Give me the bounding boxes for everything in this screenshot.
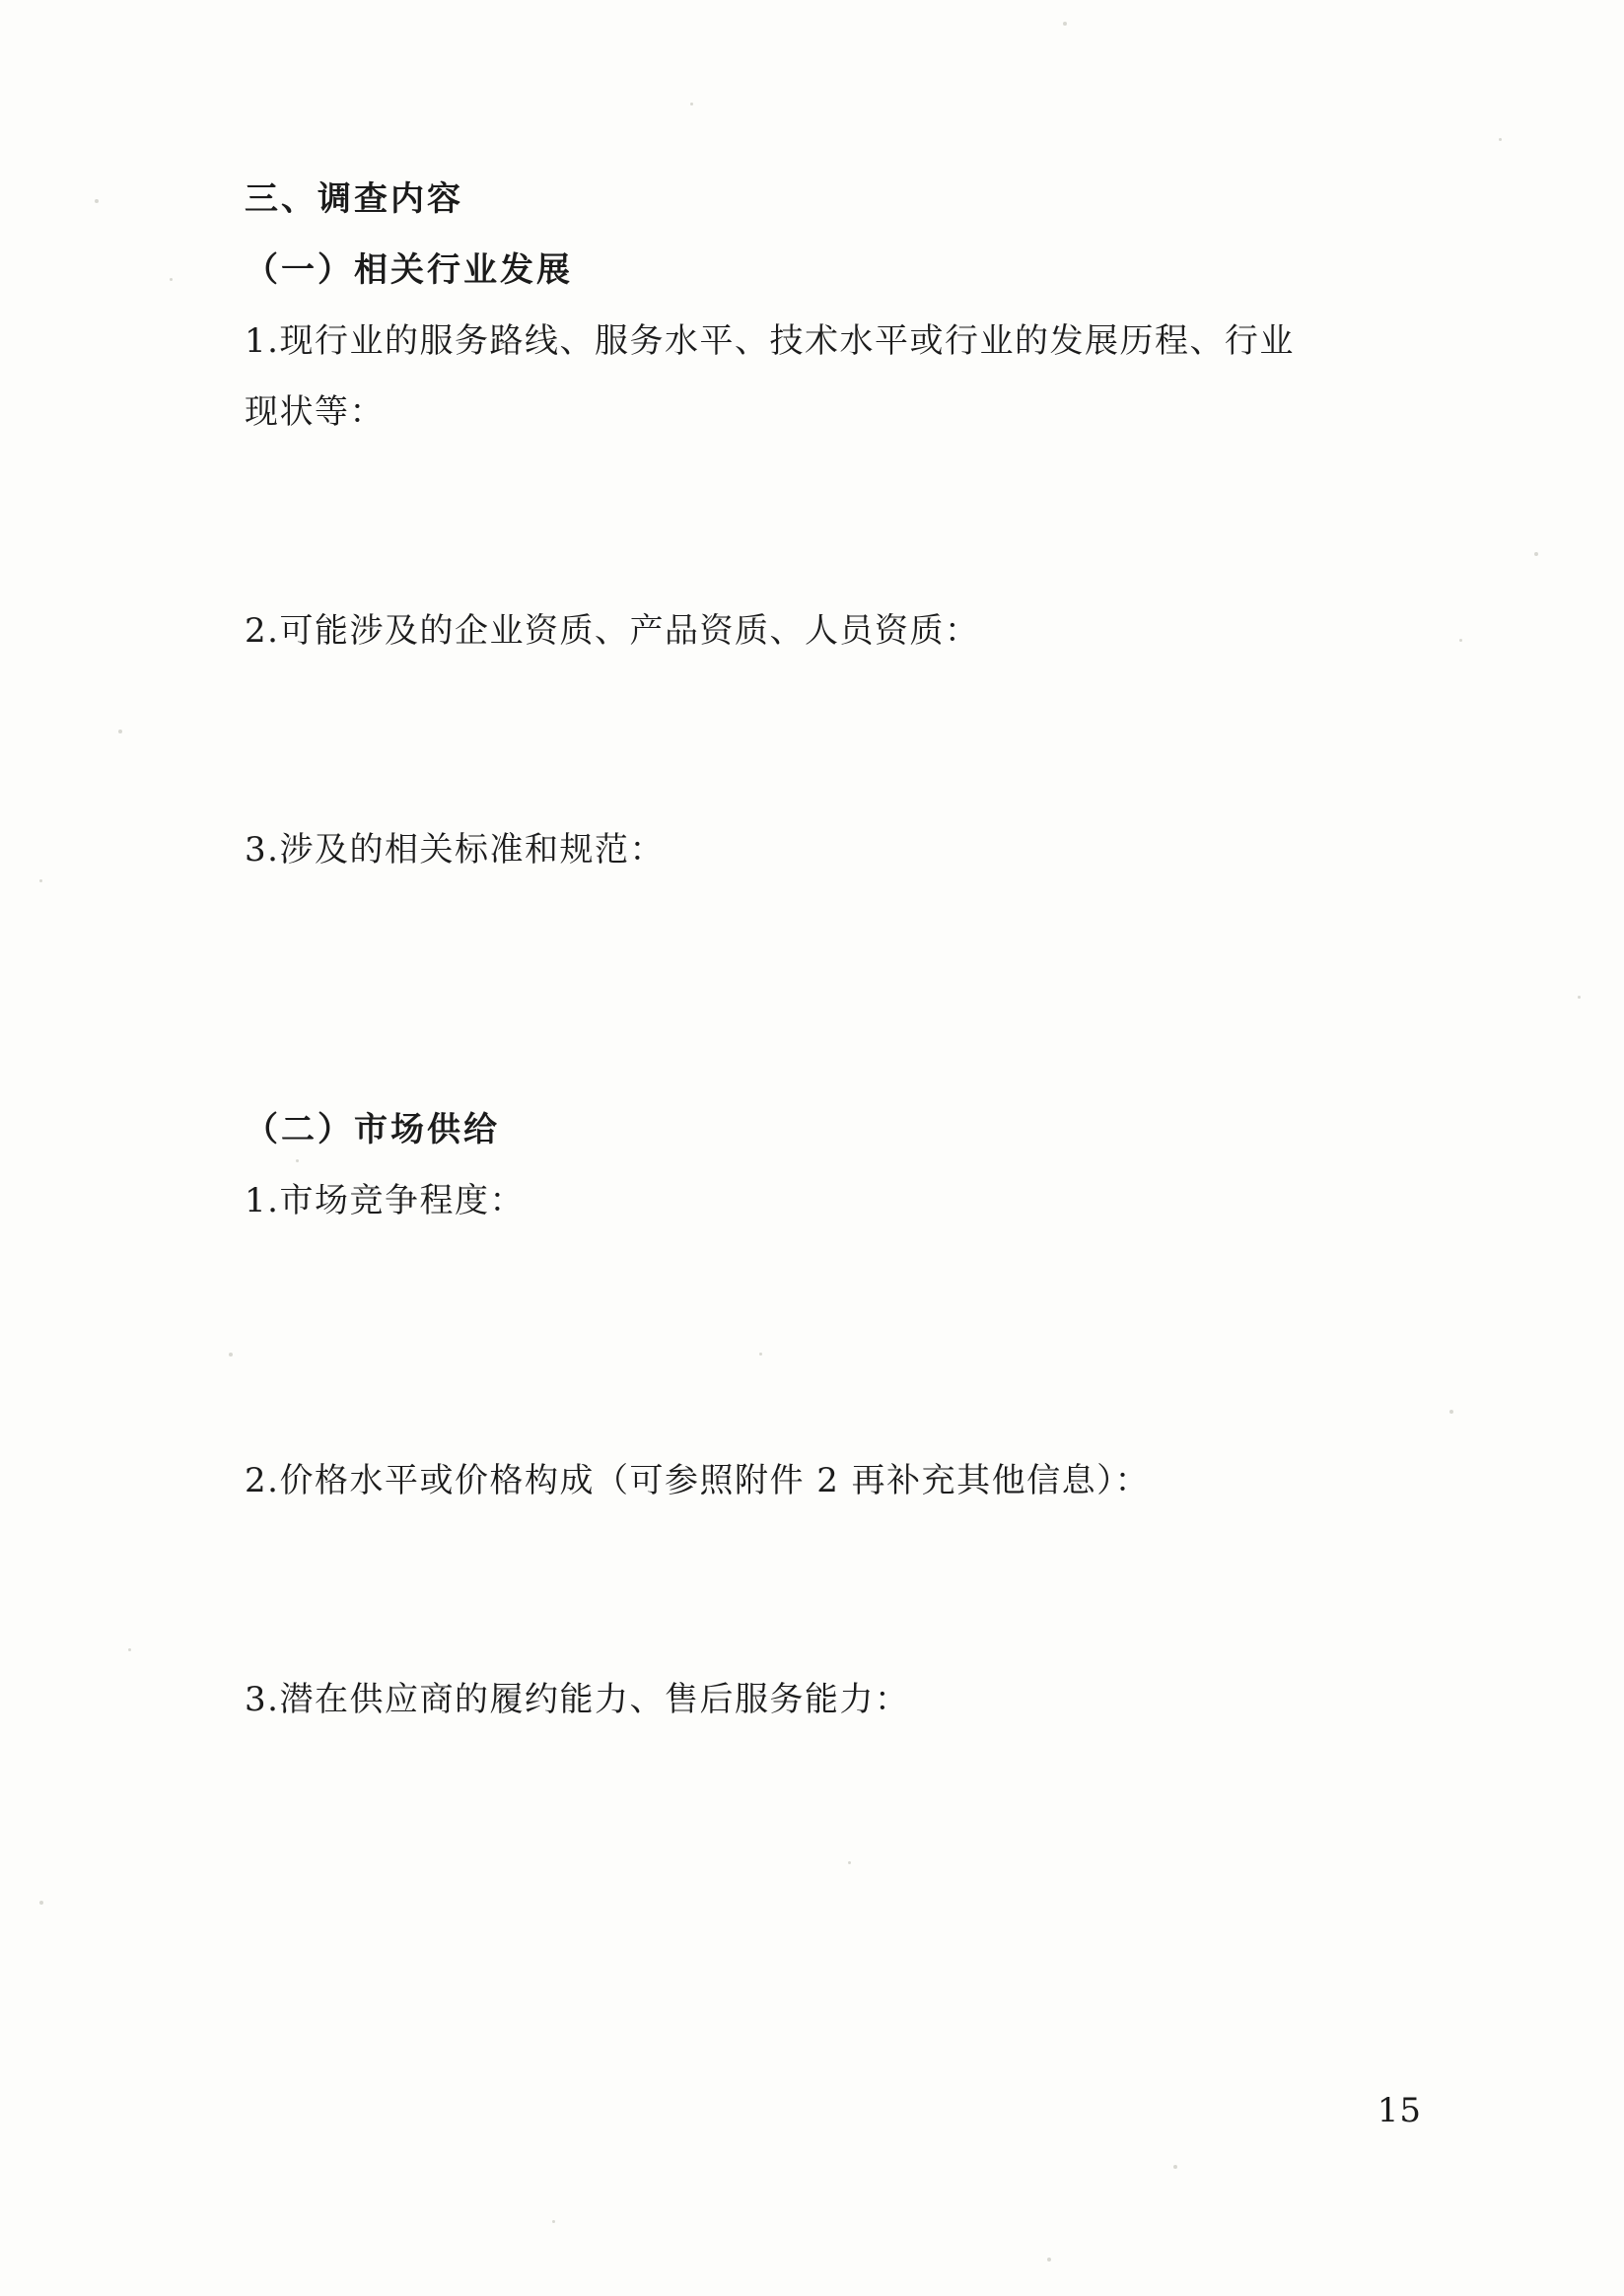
scan-speck — [1499, 138, 1502, 141]
section-heading-survey-content: 三、调查内容 — [245, 179, 463, 219]
spacer — [245, 358, 1408, 395]
scan-speck — [118, 730, 122, 733]
scan-speck — [1047, 2258, 1051, 2261]
spacer — [245, 216, 1408, 253]
question-item-1-2: 2.可能涉及的企业资质、产品资质、人员资质： — [245, 611, 980, 651]
scan-speck — [1578, 996, 1581, 999]
answer-space-1-3 — [245, 867, 1408, 1113]
document-body — [245, 179, 1408, 1719]
subsection-heading-industry-development: （一）相关行业发展 — [245, 250, 573, 290]
scan-speck — [848, 1861, 851, 1864]
answer-space-2-1 — [245, 1218, 1408, 1464]
scan-speck — [1534, 552, 1538, 556]
scan-speck — [229, 1353, 233, 1357]
answer-space-1-1 — [245, 429, 1408, 614]
scan-speck — [552, 2220, 555, 2223]
scan-speck — [39, 1901, 43, 1905]
question-item-2-3: 3.潜在供应商的履约能力、售后服务能力： — [245, 1680, 910, 1719]
question-item-1-1: 1.现行业的服务路线、服务水平、技术水平或行业的发展历程、行业 — [245, 321, 1295, 361]
question-item-2-2: 2.价格水平或价格构成（可参照附件 2 再补充其他信息）： — [245, 1461, 1151, 1500]
question-item-2-1: 1.市场竞争程度： — [245, 1181, 525, 1220]
question-item-1-1-continued: 现状等： — [245, 392, 385, 432]
spacer — [245, 1147, 1408, 1184]
scan-speck — [170, 278, 173, 281]
page-number: 15 — [1377, 2091, 1422, 2130]
scan-speck — [1063, 22, 1067, 26]
spacer — [245, 287, 1408, 324]
scan-speck — [1449, 1410, 1453, 1414]
scan-speck — [128, 1648, 131, 1651]
scan-speck — [1459, 639, 1462, 642]
answer-space-2-2 — [245, 1497, 1408, 1683]
scan-speck — [95, 199, 99, 203]
question-item-1-3: 3.涉及的相关标准和规范： — [245, 830, 665, 870]
scan-speck — [690, 103, 693, 105]
scan-speck — [1173, 2165, 1177, 2169]
answer-space-1-2 — [245, 648, 1408, 833]
subsection-heading-market-supply: （二）市场供给 — [245, 1110, 500, 1149]
scan-speck — [39, 879, 42, 882]
